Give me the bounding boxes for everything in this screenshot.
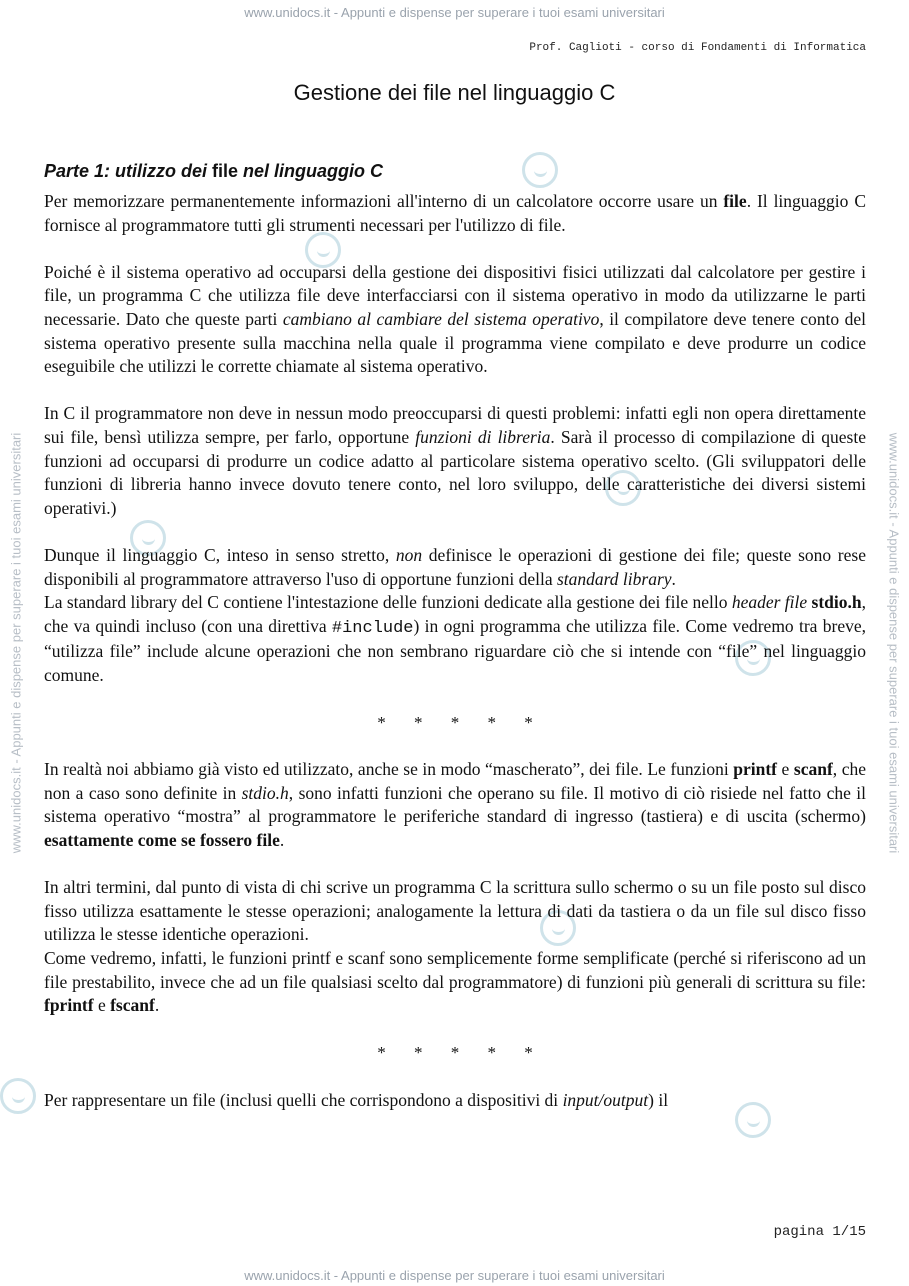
paragraph-1 [44, 190, 866, 237]
text-run: , sono infatti funzioni che operano su file. Il motivo di ciò risiede nel fatto che il sistema operativo “mostra” al programmatore le periferiche standard di ingresso (tastiera) e di uscita (schermo) [44, 782, 866, 827]
text-run: . Il linguaggio C fornisce al programmatore tutti gli strumenti necessari per l'utilizzo di file. [44, 191, 866, 235]
watermark-right: www.unidocs.it - Appunti e dispense per superare i tuoi esami universitari [886, 432, 902, 854]
paragraph-6 [44, 758, 866, 852]
bold-term: esattamente come se fossero file [44, 830, 280, 851]
bold-term: fscanf [110, 995, 155, 1016]
paragraph-2 [44, 261, 866, 379]
text-run: Per memorizzare permanentemente informazioni all'interno di un calcolatore occorre usare un [44, 191, 724, 211]
paragraph-7: In altri termini, dal punto di vista di chi scrive un programma C la scrittura sullo schermo o su un file posto sul disco fisso utilizza esattamente le stesse operazioni; analogamente la lettura di dati da tastiera o da un file sul disco fisso utilizza le stesse identiche operazioni. [44, 877, 866, 945]
italic-term: cambiano al cambiare del sistema operativo [282, 308, 600, 329]
text-run: . Sarà il processo di compilazione di queste funzioni ad occuparsi di produrre un codice adatto al particolare sistema operativo scelto. (Gli sviluppatori delle funzioni di libreria hanno invece dovuto tenere conto, nel loro sviluppo, delle caratteristiche dei diversi sistemi operativi.) [44, 426, 866, 518]
bold-term: fprintf [44, 995, 94, 1016]
section-heading-part: nel linguaggio C [238, 161, 384, 181]
text-run: definisce le operazioni di gestione dei file; queste sono rese disponibili al programmatore attraverso l'uso di opportune funzioni della [44, 544, 866, 589]
text-run: In C il programmatore non deve in nessun modo preoccuparsi di questi problemi: infatti egli non opera direttamente sui file, bensì utilizza sempre, per farlo, opportune [44, 403, 866, 447]
text-run: . [671, 568, 676, 589]
bold-term: scanf [793, 759, 833, 780]
paragraph-4 [44, 544, 866, 591]
italic-term: non [395, 544, 423, 565]
section-heading-part: Parte 1: utilizzo dei [44, 161, 213, 181]
text-run: In realtà noi abbiamo già visto ed utilizzato, anche se in modo “mascherato”, dei file. Le funzioni [44, 759, 734, 780]
separator: * * * * * [377, 713, 545, 733]
text-run: e [777, 759, 794, 780]
bold-term: file [723, 191, 747, 211]
italic-term: funzioni di libreria [415, 426, 551, 447]
code-term: #include [331, 618, 414, 638]
paragraph-9 [44, 1089, 866, 1113]
paragraph-3 [44, 402, 866, 520]
watermark-top: www.unidocs.it - Appunti e dispense per superare i tuoi esami universitari [244, 5, 665, 20]
page-number: pagina 1/15 [773, 1224, 866, 1240]
text-run: Come vedremo, infatti, le funzioni printf e scanf sono semplicemente forme semplificate (perché si riferiscono ad un file prestabilito, invece che ad un file qualsiasi scelto dal programmatore) di funzioni più generali di scrittura su file: [44, 948, 866, 992]
bold-term: printf [733, 759, 777, 780]
document-body [44, 158, 866, 1112]
italic-term: input/output [562, 1089, 649, 1110]
watermark-left: www.unidocs.it - Appunti e dispense per superare i tuoi esami universitari [8, 432, 24, 854]
text-run: Per rappresentare un file (inclusi quelli che corrispondono a dispositivi di [44, 1089, 563, 1110]
italic-term: stdio.h [241, 782, 289, 803]
italic-term: standard library [556, 568, 672, 589]
section-heading-part: file [212, 161, 239, 181]
watermark-bottom: www.unidocs.it - Appunti e dispense per superare i tuoi esami universitari [244, 1268, 665, 1283]
paragraph-8 [44, 947, 866, 1018]
text-run: Poiché è il sistema operativo ad occuparsi della gestione dei dispositivi fisici utilizzati dal calcolatore per gestire i file, un programma C che utilizza file deve interfacciarsi con il sistema operativo in modo da utilizzarne le parti necessarie. Dato che queste parti [44, 261, 866, 329]
unidocs-logo-icon [0, 1078, 36, 1114]
text-run: , che non a caso sono definite in [44, 759, 866, 803]
text-run: e [93, 995, 111, 1016]
text-run: , il compilatore deve tenere conto del sistema operativo presente sulla macchina nella quale il programma viene compilato e deve produrre un codice eseguibile che utilizzi le corrette chiamate al sistema operativo. [44, 308, 866, 377]
text-run: La standard library del C contiene l'intestazione delle funzioni dedicate alla gestione dei file nello [44, 592, 732, 613]
paragraph-5 [44, 591, 866, 687]
section-heading [44, 158, 866, 184]
text-run: ) il [648, 1089, 669, 1110]
separator: * * * * * [377, 1043, 545, 1063]
italic-term: header file [731, 592, 808, 613]
text-run: . [154, 995, 160, 1016]
text-run: ) in ogni programma che utilizza file. Come vedremo tra breve, “utilizza file” include alcune operazioni che non sembrano riguardare ciò che si intende con “file” nel linguaggio comune. [44, 615, 866, 685]
text-run: Dunque il linguaggio C, inteso in senso stretto, [44, 544, 396, 565]
text-run: , che va quindi incluso (con una direttiva [44, 592, 866, 636]
page-title: Gestione dei file nel linguaggio C [293, 80, 616, 105]
bold-term: stdio.h [811, 592, 862, 613]
text-run: . [279, 830, 285, 851]
course-header: Prof. Caglioti - corso di Fondamenti di Informatica [529, 42, 866, 54]
